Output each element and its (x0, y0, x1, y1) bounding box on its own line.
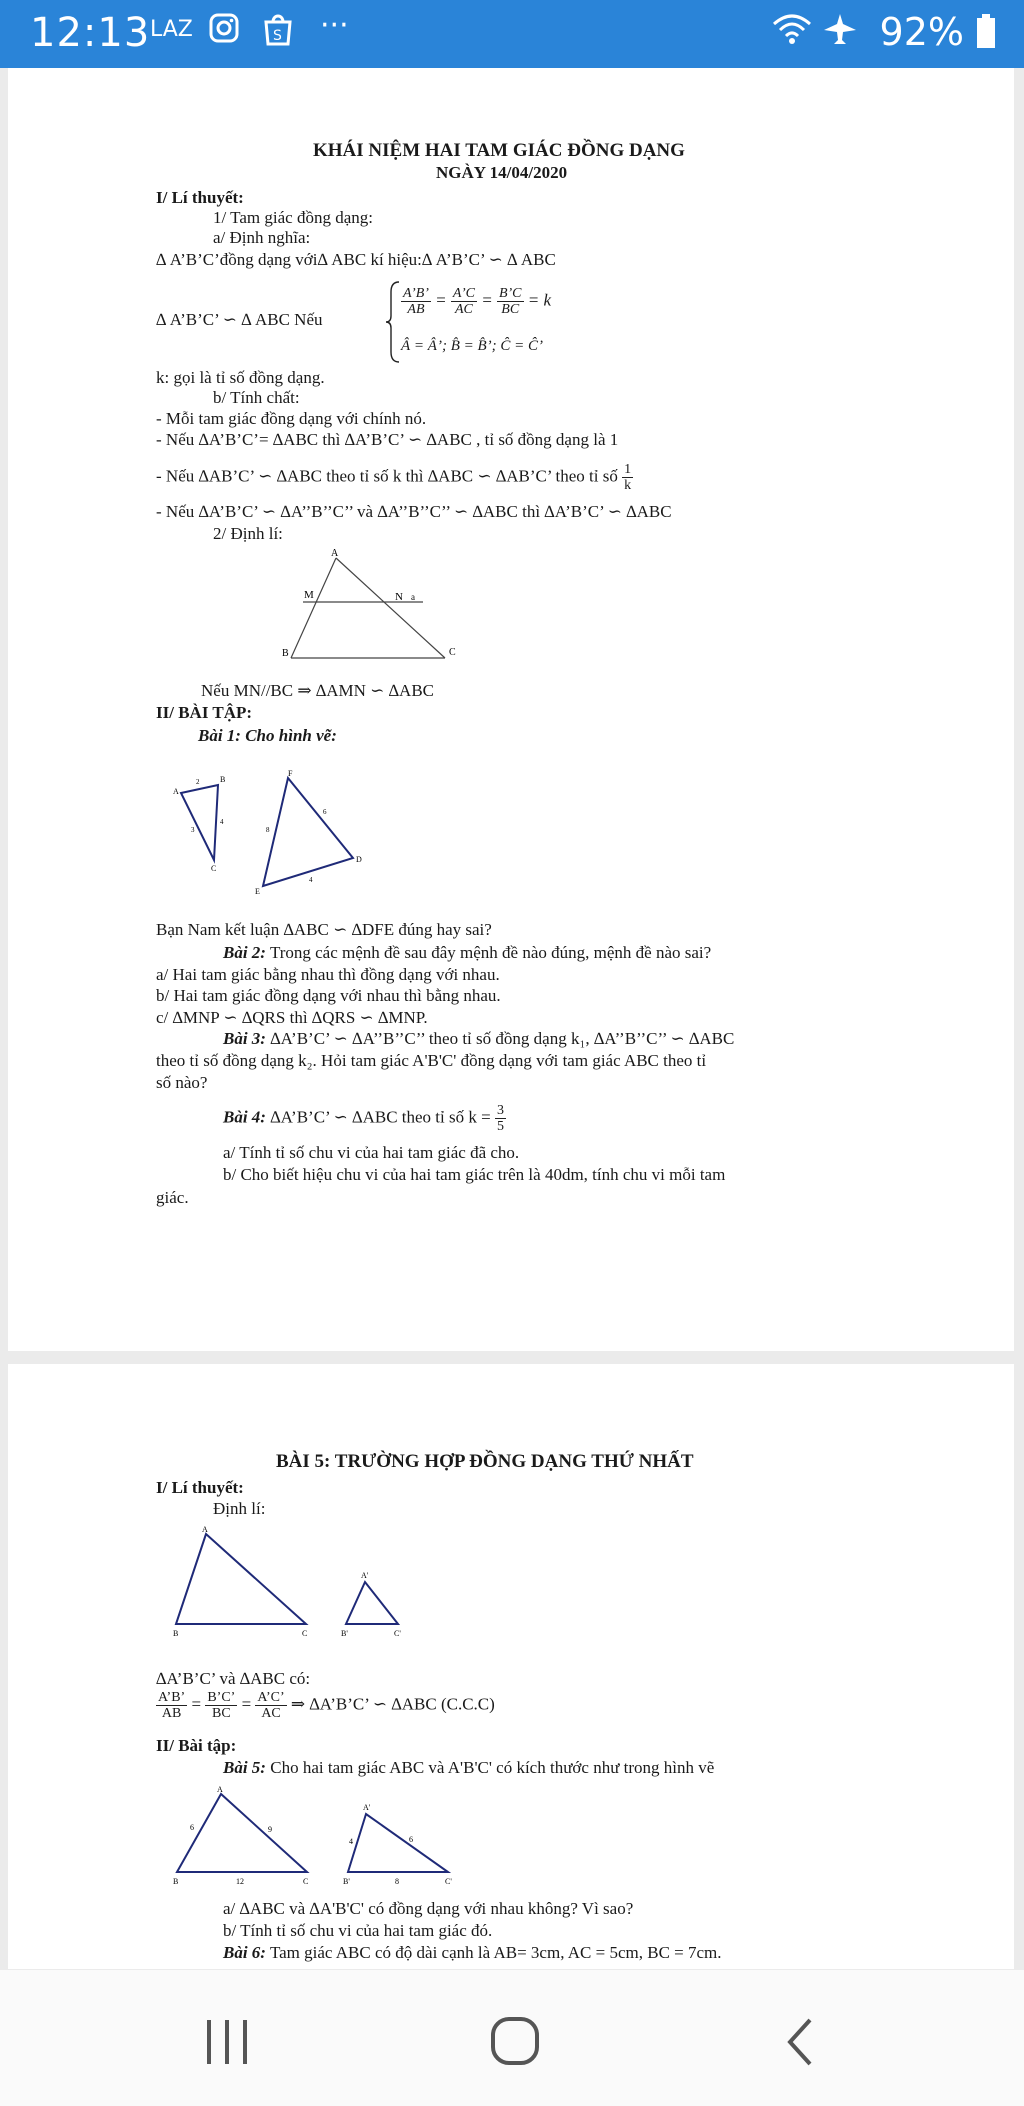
theorem-figure-2 (158, 1524, 458, 1644)
point-label-b: B (282, 648, 289, 659)
text-line: ∆ A’B’C’đồng dạng với∆ ABC kí hiệu:∆ A’B’C’ ∽ ∆ ABC (156, 250, 556, 269)
point-label-c: C (449, 647, 456, 658)
point-label-m: M (304, 589, 314, 601)
doc-title: BÀI 5: TRƯỜNG HỢP ĐỒNG DẠNG THỨ NHẤT (276, 1451, 694, 1472)
side-label: 9 (268, 1825, 272, 1834)
point-label-b-prime: B' (343, 1877, 350, 1886)
battery-level: 92% (879, 10, 964, 54)
section-heading: I/ Lí thuyết: (156, 188, 244, 207)
point-label-b: B (173, 1629, 179, 1638)
point-label-a: A (331, 548, 339, 559)
point-label-c: C (211, 864, 217, 873)
clock: 12:13 (30, 10, 151, 56)
side-label: 12 (236, 1877, 244, 1886)
text-line: ∆A’B’C’ và ∆ABC có: (156, 1669, 311, 1688)
text-line: Bài 6: Tam giác ABC có độ dài cạnh là AB= 3cm, AC = 5cm, BC = 7cm. (223, 1943, 722, 1962)
subheading: 2/ Định lí: (213, 524, 283, 543)
text-line: b/ Cho biết hiệu chu vi của hai tam giác trên là 40dm, tính chu vi mỗi tam (223, 1165, 726, 1184)
point-label-c: C (302, 1629, 308, 1638)
point-label-a: A (173, 787, 179, 796)
text-line: a/ Hai tam giác bằng nhau thì đồng dạng với nhau. (156, 965, 500, 984)
wifi-icon (772, 12, 812, 54)
text-line: - Nếu ∆A’B’C’= ∆ABC thì ∆A’B’C’ ∽ ∆ABC , tỉ số đồng dạng là 1 (156, 430, 619, 449)
text-line: k: gọi là tỉ số đồng dạng. (156, 368, 325, 387)
instagram-icon (208, 12, 240, 52)
angle-row: Â = Â’; B̂ = B̂’; Ĉ = Ĉ’ (401, 338, 544, 354)
point-label-a: A (202, 1525, 208, 1534)
side-label: 4 (309, 876, 313, 884)
doc-date: NGÀY 14/04/2020 (436, 163, 568, 182)
line-label-a: a (411, 592, 415, 602)
text-line: - Nếu ∆AB’C’ ∽ ∆ABC theo tỉ số k thì ∆ABC ∽ ∆AB’C’ theo tỉ số $\frac{1}{k}$ (156, 462, 632, 493)
side-label: 4 (220, 818, 224, 826)
text-line: Bài 2: Trong các mệnh đề sau đây mệnh đề nào đúng, mệnh đề nào sai? (223, 943, 712, 962)
exercise-5-figure (163, 1782, 463, 1892)
theorem-figure (273, 548, 493, 678)
text-line: - Mỗi tam giác đồng dạng với chính nó. (156, 409, 427, 428)
ratio-row: $\frac{A’B’}{AB}$ = $\frac{A’C}{AC}$ = $\frac{B’C}{BC}$ = k (403, 286, 552, 317)
point-label-b: B (173, 1877, 179, 1886)
home-icon (490, 2016, 540, 2066)
point-label-n: N (395, 591, 403, 603)
back-button[interactable] (782, 2016, 816, 2073)
point-label-c: C (303, 1877, 309, 1886)
text-line: Bài 5: Cho hai tam giác ABC và A'B'C' có kích thước như trong hình vẽ (223, 1758, 715, 1777)
side-label: 8 (266, 826, 270, 834)
side-label: 8 (395, 1877, 399, 1886)
subheading: b/ Tính chất: (213, 388, 300, 407)
status-bar (0, 0, 1024, 68)
text-line: Bài 3: ∆A’B’C’ ∽ ∆A’’B’’C’’ theo tỉ số đồng dạng k₁, ∆A’’B’’C’’ ∽ ∆ABC (223, 1029, 735, 1048)
back-icon (782, 2016, 816, 2068)
exercise-1-figure (163, 758, 363, 903)
text-line: a/ Tính tỉ số chu vi của hai tam giác đã cho. (223, 1143, 520, 1162)
document-page-1[interactable] (8, 68, 1014, 1351)
document-page-2[interactable] (8, 1364, 1014, 1969)
airplane-mode-icon (822, 12, 858, 54)
home-button[interactable] (490, 2016, 540, 2071)
text-line: - Nếu ∆A’B’C’ ∽ ∆A’’B’’C’’ và ∆A’’B’’C’’ ∽ ∆ABC thì ∆A’B’C’ ∽ ∆ABC (156, 502, 672, 521)
side-label: 6 (190, 1823, 194, 1832)
svg-text:S: S (273, 28, 282, 44)
subheading: Định lí: (213, 1499, 266, 1518)
side-label: 2 (196, 778, 200, 786)
doc-title: KHÁI NIỆM HAI TAM GIÁC ĐỒNG DẠNG (313, 140, 685, 161)
text-line: Bạn Nam kết luận ∆ABC ∽ ∆DFE đúng hay sai? (156, 920, 492, 939)
text-line: theo tỉ số đồng dạng k₂. Hỏi tam giác A'B'C' đồng dạng với tam giác ABC theo tỉ (156, 1051, 707, 1070)
text-line: giác. (156, 1188, 189, 1207)
subheading: 1/ Tam giác đồng dạng: (213, 208, 373, 227)
point-label-a-prime: A' (361, 1571, 369, 1580)
point-label-a: A (217, 1785, 223, 1794)
subheading: a/ Định nghĩa: (213, 228, 311, 247)
text-line: a/ ∆ABC và ∆A'B'C' có đồng dạng với nhau không? Vì sao? (223, 1899, 634, 1918)
text-line: Bài 4: ∆A’B’C’ ∽ ∆ABC theo tỉ số k = $\frac{3}{5}$ (223, 1103, 504, 1134)
section-heading: I/ Lí thuyết: (156, 1478, 244, 1497)
point-label-a-prime: A' (363, 1803, 371, 1812)
point-label-c-prime: C' (445, 1877, 452, 1886)
point-label-c-prime: C' (394, 1629, 401, 1638)
condition-system (385, 280, 401, 369)
point-label-b: B (220, 775, 226, 784)
side-label: 6 (409, 1835, 413, 1844)
battery-icon (976, 14, 996, 56)
text-line: ∆ A’B’C’ ∽ ∆ ABC Nếu (156, 310, 323, 329)
shopee-icon (262, 12, 294, 54)
exercise-heading: Bài 1: Cho hình vẽ: (198, 726, 337, 745)
theorem-statement: Nếu MN//BC ⇒ ∆AMN ∽ ∆ABC (201, 681, 435, 700)
more-icon: ··· (320, 8, 349, 43)
text-line: b/ Hai tam giác đồng dạng với nhau thì bằng nhau. (156, 986, 501, 1005)
section-heading: II/ Bài tập: (156, 1736, 237, 1755)
zalo-icon (150, 12, 193, 50)
point-label-b-prime: B' (341, 1629, 348, 1638)
text-line: số nào? (156, 1073, 208, 1092)
point-label-d: D (356, 855, 362, 864)
point-label-f: F (288, 769, 293, 778)
recent-apps-button[interactable] (205, 2018, 249, 2071)
text-line: b/ Tính tỉ số chu vi của hai tam giác đó. (223, 1921, 493, 1940)
svg-text:LAZ: LAZ (150, 17, 193, 42)
navigation-bar (0, 1970, 1024, 2106)
ratio-row: $\frac{A’B’}{AB}$ = $\frac{B’C’}{BC}$ = $\frac{A’C’}{AC}$ ⇒ ∆A’B’C’ ∽ ∆ABC (C.C.C) (158, 1690, 495, 1721)
side-label: 3 (191, 826, 195, 834)
side-label: 4 (349, 1837, 353, 1846)
point-label-e: E (255, 887, 260, 896)
text-line: c/ ∆MNP ∽ ∆QRS thì ∆QRS ∽ ∆MNP. (156, 1008, 428, 1027)
recent-apps-icon (205, 2018, 249, 2066)
side-label: 6 (323, 808, 327, 816)
section-heading: II/ BÀI TẬP: (156, 703, 253, 722)
